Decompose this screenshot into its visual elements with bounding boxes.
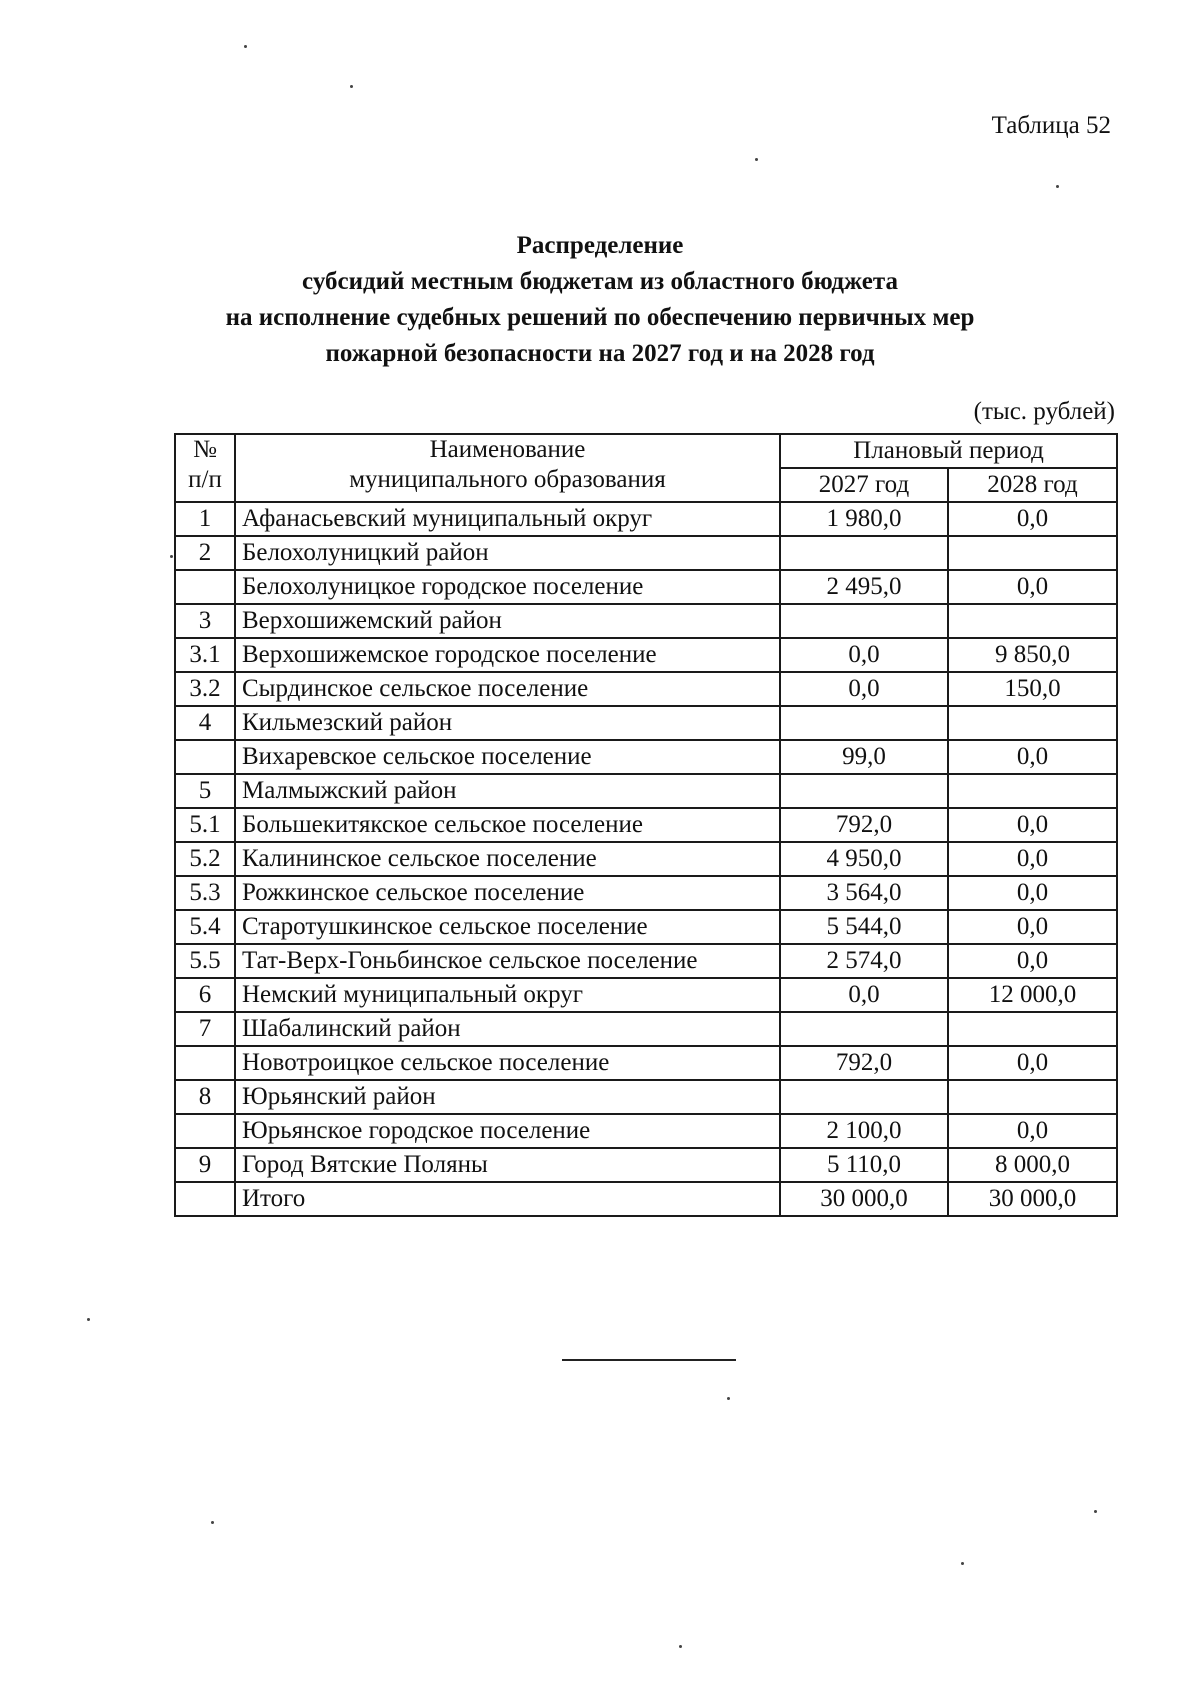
row-number-cell: 6: [175, 978, 235, 1012]
row-number-cell: 4: [175, 706, 235, 740]
row-number-cell: 3.2: [175, 672, 235, 706]
row-value-2028-cell: 0,0: [948, 740, 1117, 774]
scan-speck: [961, 1562, 964, 1565]
end-divider-line: [562, 1359, 736, 1361]
table-body: [175, 502, 1117, 1216]
table-row: [175, 774, 1117, 808]
row-name-cell: Белохолуницкое городское поселение: [235, 570, 780, 604]
row-value-2028-cell: 8 000,0: [948, 1148, 1117, 1182]
table-row: [175, 604, 1117, 638]
table-row: [175, 502, 1117, 536]
row-name-cell: Верхошижемский район: [235, 604, 780, 638]
row-value-2027-cell: 2 100,0: [780, 1114, 948, 1148]
row-name-cell: Немский муниципальный округ: [235, 978, 780, 1012]
row-value-2027-cell: 2 495,0: [780, 570, 948, 604]
row-value-2028-cell: 0,0: [948, 1046, 1117, 1080]
row-value-2027-cell: [780, 1012, 948, 1046]
table-row: [175, 876, 1117, 910]
header-year-2027: 2027 год: [780, 468, 948, 502]
table-row: [175, 638, 1117, 672]
row-number-cell: 5.5: [175, 944, 235, 978]
table-row: [175, 910, 1117, 944]
row-value-2028-cell: [948, 536, 1117, 570]
row-value-2027-cell: [780, 536, 948, 570]
row-value-2028-cell: 150,0: [948, 672, 1117, 706]
table-number: Таблица 52: [991, 112, 1111, 139]
row-number-cell: [175, 1114, 235, 1148]
row-value-2028-cell: 30 000,0: [948, 1182, 1117, 1216]
scan-speck: [679, 1645, 682, 1648]
row-value-2028-cell: [948, 1080, 1117, 1114]
row-value-2028-cell: [948, 774, 1117, 808]
row-value-2027-cell: [780, 1080, 948, 1114]
row-value-2027-cell: 1 980,0: [780, 502, 948, 536]
row-value-2028-cell: 0,0: [948, 842, 1117, 876]
row-number-cell: 9: [175, 1148, 235, 1182]
row-name-cell: Шабалинский район: [235, 1012, 780, 1046]
scan-speck: [755, 158, 758, 161]
row-number-cell: 5.2: [175, 842, 235, 876]
header-num: [175, 434, 235, 502]
row-name-cell: Тат-Верх-Гоньбинское сельское поселение: [235, 944, 780, 978]
row-value-2027-cell: 4 950,0: [780, 842, 948, 876]
scan-speck: [211, 1521, 214, 1524]
row-value-2027-cell: 2 574,0: [780, 944, 948, 978]
scan-speck: [87, 1318, 90, 1321]
row-name-cell: Итого: [235, 1182, 780, 1216]
row-value-2028-cell: [948, 604, 1117, 638]
table-row: [175, 536, 1117, 570]
row-number-cell: 2: [175, 536, 235, 570]
row-name-cell: Юрьянский район: [235, 1080, 780, 1114]
row-name-cell: Сырдинское сельское поселение: [235, 672, 780, 706]
row-value-2027-cell: 99,0: [780, 740, 948, 774]
units-label: (тыс. рублей): [973, 398, 1115, 425]
row-name-cell: Вихаревское сельское поселение: [235, 740, 780, 774]
row-name-cell: Большекитякское сельское поселение: [235, 808, 780, 842]
table-row: [175, 570, 1117, 604]
header-name: [235, 434, 780, 502]
row-value-2027-cell: 3 564,0: [780, 876, 948, 910]
row-value-2027-cell: 30 000,0: [780, 1182, 948, 1216]
scan-speck: [350, 85, 353, 88]
row-value-2027-cell: [780, 774, 948, 808]
scan-speck: [244, 45, 247, 48]
table-row: [175, 1182, 1117, 1216]
title-line-2: субсидий местным бюджетам из областного бюджета: [302, 268, 898, 295]
row-value-2028-cell: 12 000,0: [948, 978, 1117, 1012]
row-value-2028-cell: 0,0: [948, 1114, 1117, 1148]
header-period: Плановый период: [780, 434, 1117, 468]
scan-speck: [1094, 1510, 1097, 1513]
row-name-cell: Юрьянское городское поселение: [235, 1114, 780, 1148]
row-number-cell: 1: [175, 502, 235, 536]
table-row: [175, 1148, 1117, 1182]
table-row: [175, 842, 1117, 876]
table-row: [175, 944, 1117, 978]
table-row: [175, 1080, 1117, 1114]
row-value-2028-cell: 0,0: [948, 502, 1117, 536]
row-number-cell: 8: [175, 1080, 235, 1114]
row-value-2028-cell: 0,0: [948, 808, 1117, 842]
subsidy-table: [174, 433, 1118, 1217]
row-number-cell: 3.1: [175, 638, 235, 672]
row-value-2028-cell: [948, 706, 1117, 740]
row-name-cell: Малмыжский район: [235, 774, 780, 808]
scan-speck: [1056, 185, 1059, 188]
document-title: [0, 228, 1200, 372]
row-number-cell: [175, 570, 235, 604]
title-line-4: пожарной безопасности на 2027 год и на 2028 год: [325, 340, 875, 367]
header-name-line1: Наименование: [429, 436, 586, 463]
row-number-cell: 5.4: [175, 910, 235, 944]
row-value-2027-cell: 792,0: [780, 808, 948, 842]
row-name-cell: Верхошижемское городское поселение: [235, 638, 780, 672]
row-name-cell: Белохолуницкий район: [235, 536, 780, 570]
scan-speck: [727, 1397, 730, 1400]
row-number-cell: 5.1: [175, 808, 235, 842]
row-value-2028-cell: 0,0: [948, 570, 1117, 604]
row-value-2028-cell: 9 850,0: [948, 638, 1117, 672]
row-name-cell: Старотушкинское сельское поселение: [235, 910, 780, 944]
row-number-cell: 5: [175, 774, 235, 808]
row-number-cell: 3: [175, 604, 235, 638]
row-number-cell: 7: [175, 1012, 235, 1046]
header-year-2028: 2028 год: [948, 468, 1117, 502]
header-num-line1: №: [193, 436, 217, 463]
row-number-cell: [175, 740, 235, 774]
row-value-2027-cell: 792,0: [780, 1046, 948, 1080]
row-value-2027-cell: [780, 604, 948, 638]
row-value-2028-cell: 0,0: [948, 910, 1117, 944]
header-name-line2: муниципального образования: [349, 466, 666, 493]
row-name-cell: Калининское сельское поселение: [235, 842, 780, 876]
table-row: [175, 1012, 1117, 1046]
row-value-2028-cell: 0,0: [948, 944, 1117, 978]
row-value-2028-cell: 0,0: [948, 876, 1117, 910]
row-name-cell: Рожкинское сельское поселение: [235, 876, 780, 910]
scan-speck: [170, 555, 173, 558]
table-header-row: [175, 434, 1117, 468]
table-row: [175, 740, 1117, 774]
table-row: [175, 808, 1117, 842]
row-value-2027-cell: 5 544,0: [780, 910, 948, 944]
row-value-2028-cell: [948, 1012, 1117, 1046]
row-number-cell: 5.3: [175, 876, 235, 910]
table-row: [175, 672, 1117, 706]
row-number-cell: [175, 1046, 235, 1080]
header-num-line2: п/п: [188, 466, 222, 493]
row-name-cell: Город Вятские Поляны: [235, 1148, 780, 1182]
row-value-2027-cell: 0,0: [780, 672, 948, 706]
table-row: [175, 978, 1117, 1012]
table-row: [175, 706, 1117, 740]
title-line-1: Распределение: [516, 232, 684, 259]
table-row: [175, 1114, 1117, 1148]
row-number-cell: [175, 1182, 235, 1216]
row-value-2027-cell: [780, 706, 948, 740]
row-name-cell: Новотроицкое сельское поселение: [235, 1046, 780, 1080]
row-name-cell: Афанасьевский муниципальный округ: [235, 502, 780, 536]
row-name-cell: Кильмезский район: [235, 706, 780, 740]
table-row: [175, 1046, 1117, 1080]
title-line-3: на исполнение судебных решений по обеспечению первичных мер: [225, 304, 975, 331]
row-value-2027-cell: 0,0: [780, 978, 948, 1012]
row-value-2027-cell: 5 110,0: [780, 1148, 948, 1182]
row-value-2027-cell: 0,0: [780, 638, 948, 672]
